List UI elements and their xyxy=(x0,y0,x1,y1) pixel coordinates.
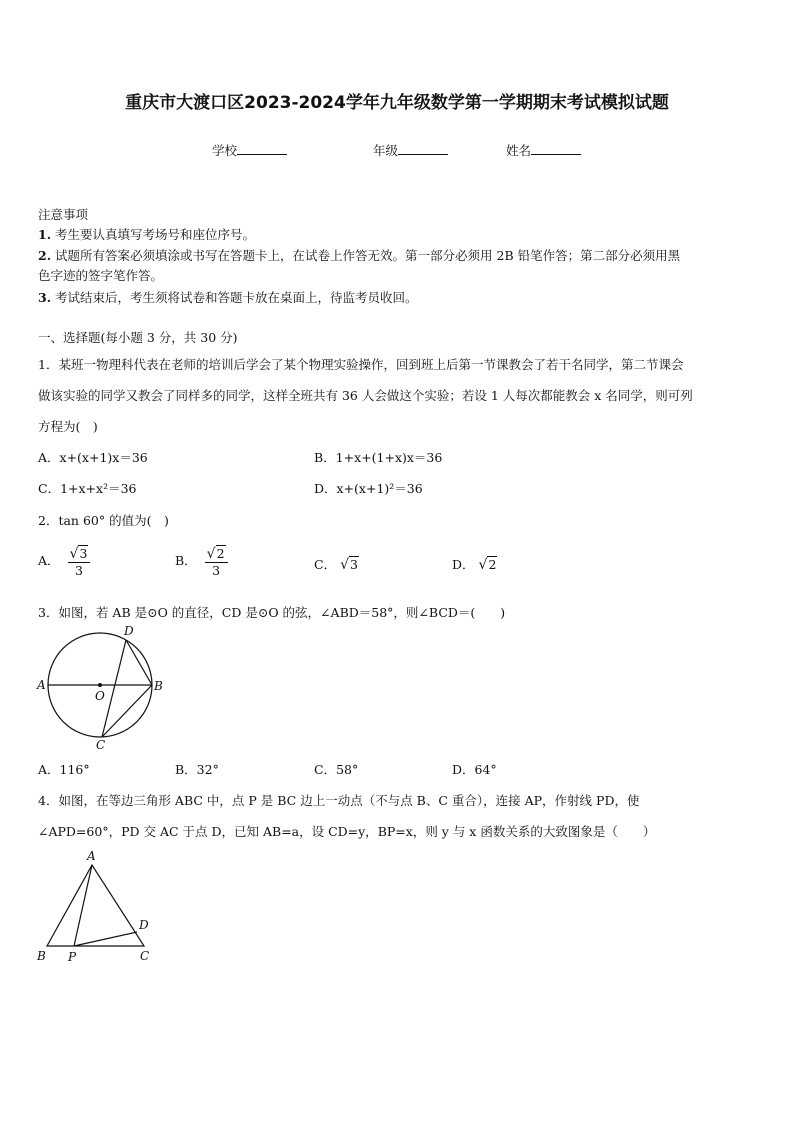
q3-label-c: C xyxy=(96,738,106,752)
q3-label-a: A xyxy=(37,678,46,692)
q3-option-b: B．32° xyxy=(175,762,219,777)
q2-option-a-fraction xyxy=(68,545,91,578)
q2-option-b-fraction xyxy=(205,545,228,578)
q2-option-b-numerator: √2 xyxy=(205,545,228,563)
q1-line2: 做该实验的同学又教会了同样多的同学，这样全班共有 36 人会做这个实验；若设 1 人每次都能教会 x 名同学，则可列 xyxy=(38,388,693,403)
q4-label-c: C xyxy=(140,949,150,963)
name-label: 姓名 xyxy=(506,143,532,158)
note-2 xyxy=(38,246,680,264)
grade-label: 年级 xyxy=(373,143,399,158)
q4-segment-ap xyxy=(74,865,92,946)
q4-label-d: D xyxy=(139,918,149,932)
q1-option-a: A．x+(x+1)x＝36 xyxy=(38,450,148,465)
q3-circle-figure xyxy=(32,622,172,752)
school-blank xyxy=(237,141,287,155)
note-1 xyxy=(38,225,255,243)
q2-option-a-label: A． xyxy=(38,553,60,568)
q4-label-a: A xyxy=(87,849,96,863)
q2-option-b xyxy=(175,545,228,578)
note-2-cont: 色字迹的签字笔作答。 xyxy=(38,268,164,283)
q2-option-d: D． √2 xyxy=(452,557,497,573)
grade-blank xyxy=(398,141,448,155)
q3-label-b: B xyxy=(154,679,163,693)
note-2-text: 试题所有答案必须填涂或书写在答题卡上，在试卷上作答无效。第一部分必须用 2B 铅笔作答；第二部分必须用黑 xyxy=(55,248,681,263)
q4-label-b: B xyxy=(37,949,46,963)
grade-field xyxy=(373,141,448,159)
q3-label-o: O xyxy=(95,689,105,703)
q1-option-c: C．1+x+x²＝36 xyxy=(38,481,137,496)
q2-option-a-numerator: √3 xyxy=(68,545,91,563)
q2-option-b-label: B． xyxy=(175,553,197,568)
q3-chord-cd xyxy=(102,640,126,737)
name-blank xyxy=(531,141,581,155)
school-field xyxy=(212,141,287,159)
page-title: 重庆市大渡口区2023-2024学年九年级数学第一学期期末考试模拟试题 xyxy=(125,93,669,113)
q2-option-b-denominator: 3 xyxy=(212,563,221,578)
name-field xyxy=(506,141,581,159)
q3-segment-bd xyxy=(126,640,152,685)
q4-label-p: P xyxy=(68,950,77,964)
q2-option-a xyxy=(38,545,90,578)
q4-ray-pd xyxy=(74,932,137,946)
q2-option-d-label: D． xyxy=(452,557,475,572)
q4-line1: 4．如图，在等边三角形 ABC 中，点 P 是 BC 边上一动点（不与点 B、C 重合），连接 AP，作射线 PD，使 xyxy=(38,793,640,808)
school-label: 学校 xyxy=(212,143,238,158)
q3-option-a: A．116° xyxy=(38,762,90,777)
q1-line1: 1．某班一物理科代表在老师的培训后学会了某个物理实验操作，回到班上后第一节课教会了若干名同学，第二节课会 xyxy=(38,357,684,372)
note-1-text: 考生要认真填写考场号和座位序号。 xyxy=(55,227,256,242)
q4-triangle-figure xyxy=(32,848,162,966)
q2-option-c-value: 3 xyxy=(349,557,358,572)
note-3-text: 考试结束后，考生须将试卷和答题卡放在桌面上，待监考员收回。 xyxy=(55,290,418,305)
q1-option-d: D．x+(x+1)²＝36 xyxy=(314,481,423,496)
note-3-number: 3. xyxy=(38,290,52,305)
section-heading: 一、选择题(每小题 3 分，共 30 分) xyxy=(38,330,238,345)
q3-center-dot xyxy=(98,683,102,687)
q2-option-d-value: 2 xyxy=(488,557,497,572)
q1-option-b: B．1+x+(1+x)x＝36 xyxy=(314,450,443,465)
notes-heading: 注意事项 xyxy=(38,207,89,222)
q3-stem: 3．如图，若 AB 是⊙O 的直径，CD 是⊙O 的弦，∠ABD＝58°，则∠BCD＝( ) xyxy=(38,605,506,620)
q3-option-d: D．64° xyxy=(452,762,497,777)
q2-option-a-denominator: 3 xyxy=(74,563,83,578)
q4-line2: ∠APD=60°，PD 交 AC 于点 D，已知 AB=a，设 CD=y，BP=x，则 y 与 x 函数关系的大致图象是（ ） xyxy=(38,824,656,839)
note-1-number: 1. xyxy=(38,227,52,242)
note-3 xyxy=(38,288,418,306)
q2-option-c: C． √3 xyxy=(314,557,358,573)
note-2-number: 2. xyxy=(38,248,52,263)
q3-option-c: C．58° xyxy=(314,762,359,777)
q2-stem: 2．tan 60° 的值为( ) xyxy=(38,513,169,528)
q2-option-c-label: C． xyxy=(314,557,337,572)
q3-label-d: D xyxy=(124,624,134,638)
q1-line3: 方程为( ) xyxy=(38,419,98,434)
